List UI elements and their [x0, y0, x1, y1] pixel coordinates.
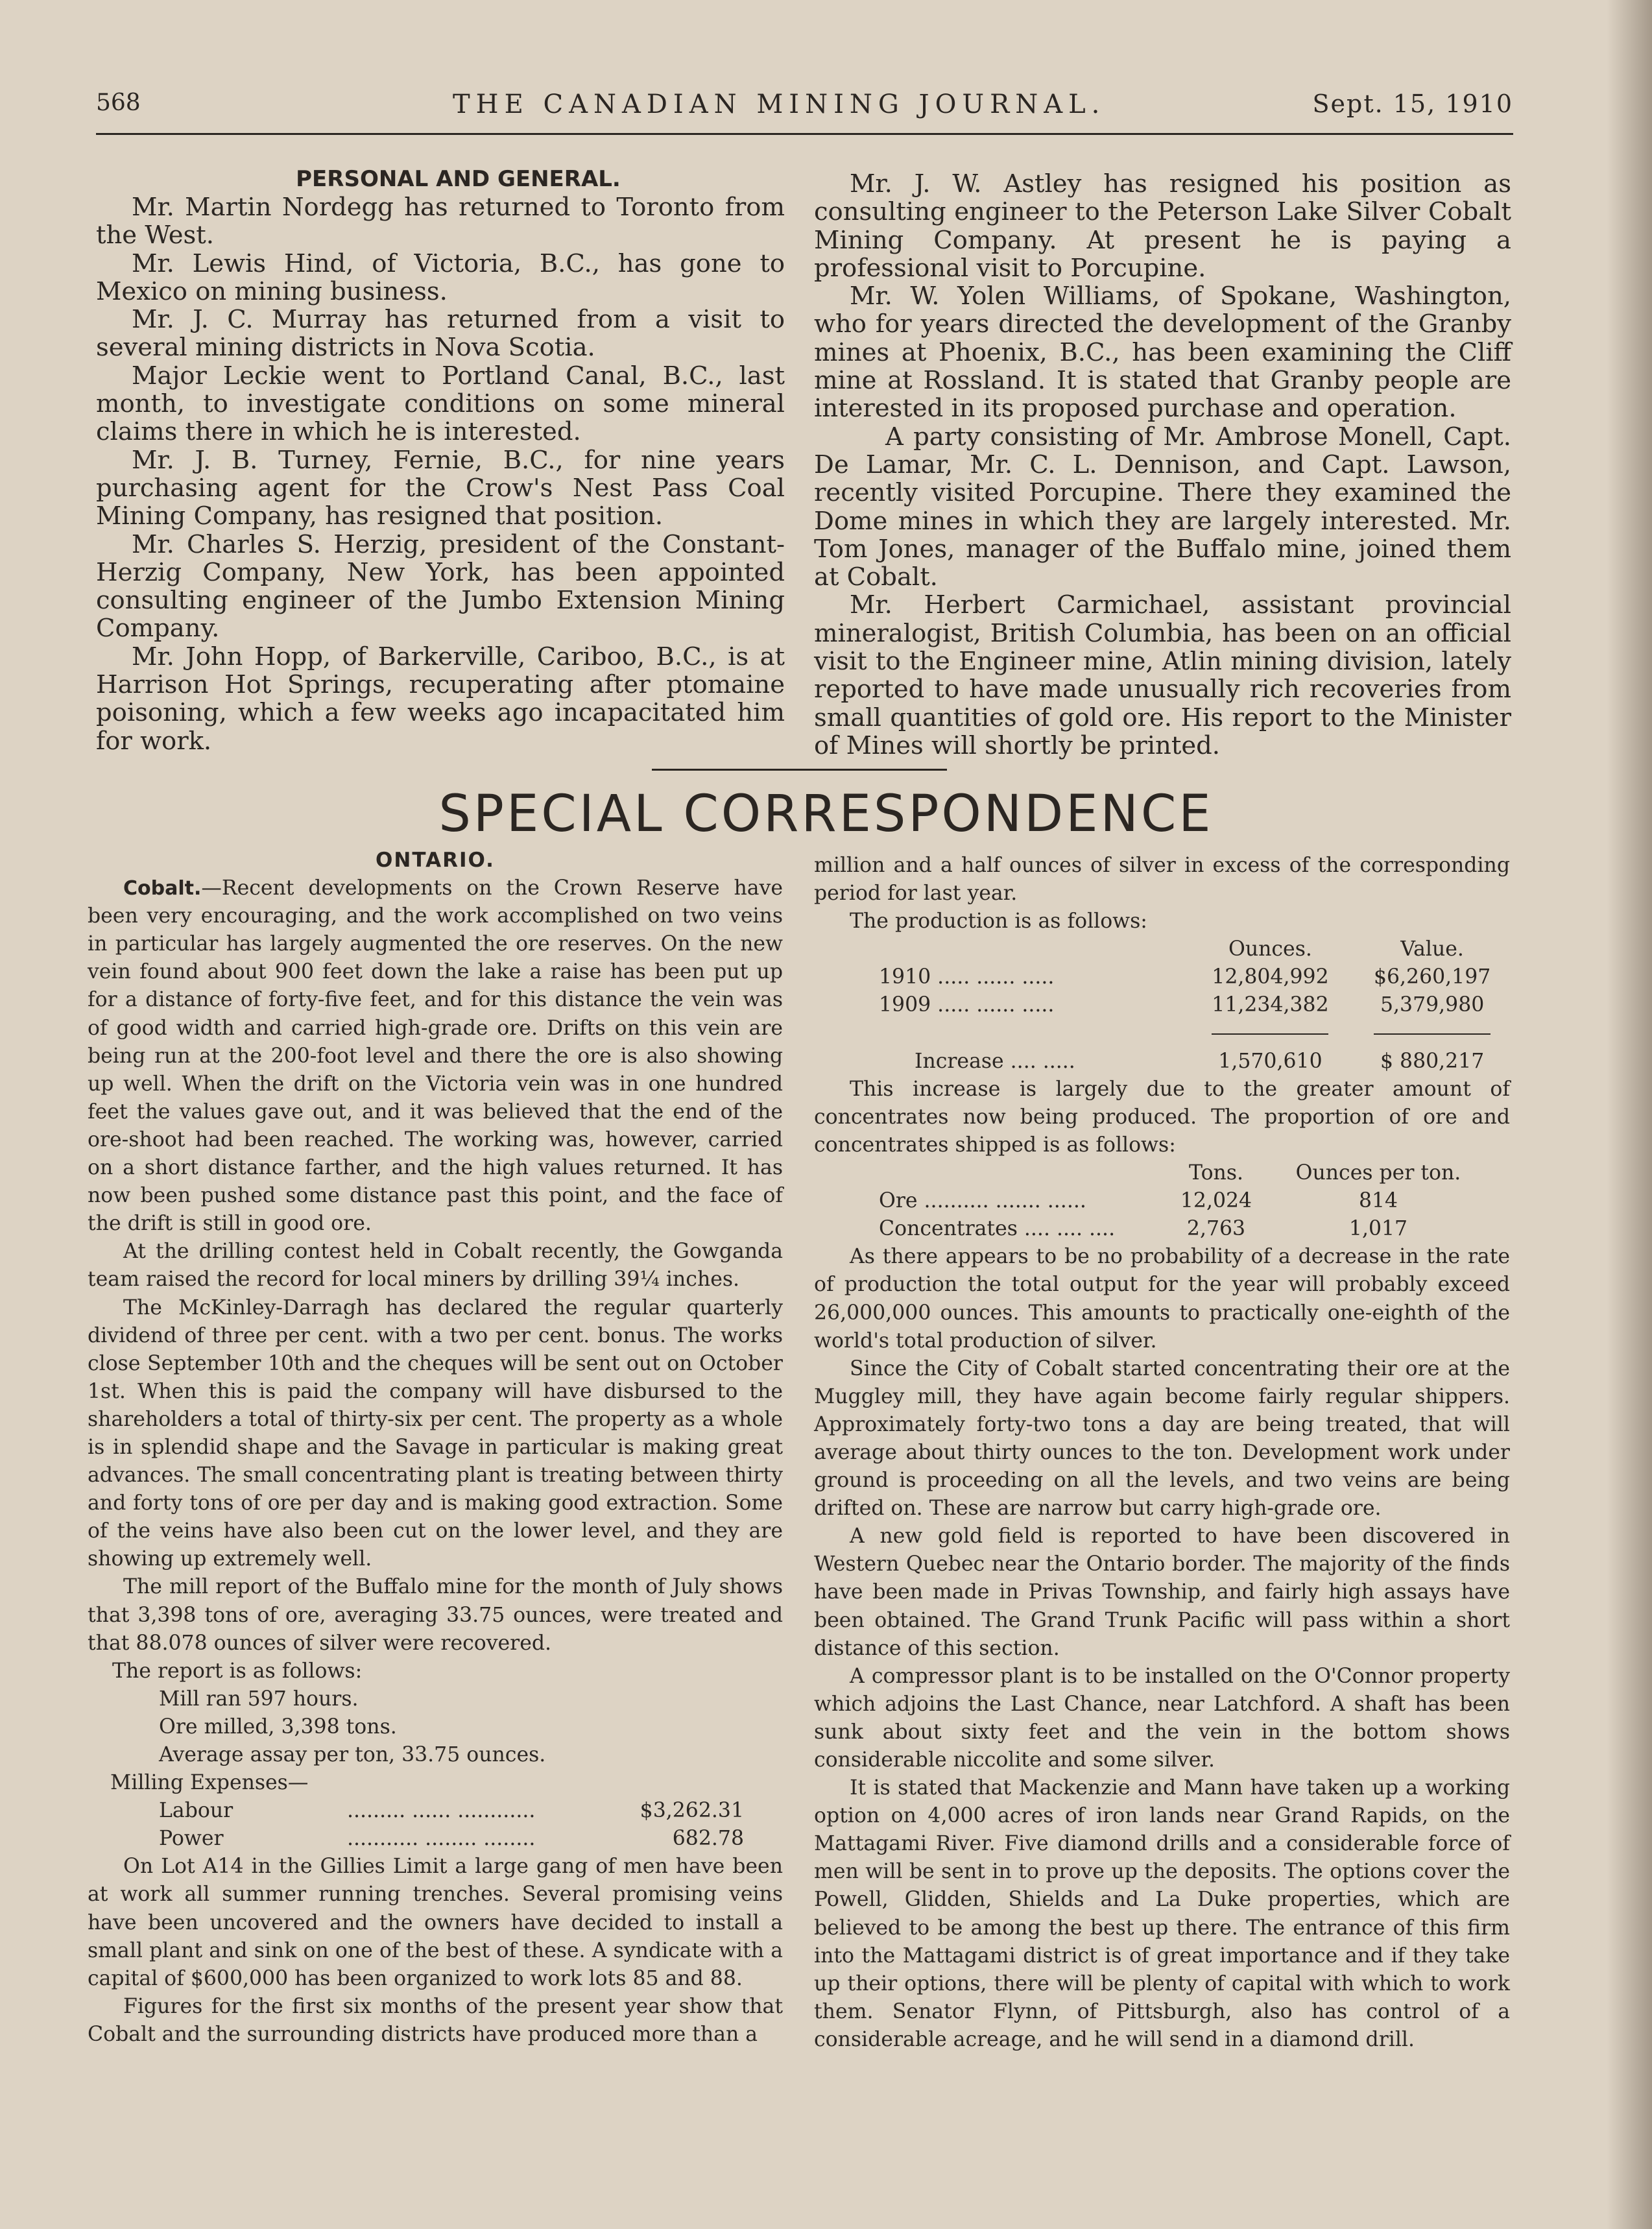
- article-paragraph: Since the City of Cobalt started concentrating their ore at the Muggley mill, they have again become fairly regular shippers. Approximately forty-two tons a day are being treated, that will average about thirty ounces to the ton. Development work under ground is proceeding on all the levels, and two veins are being drifted on. These are narrow but carry high-grade ore.: [814, 1356, 1510, 1521]
- header-rule: [96, 133, 1513, 135]
- table-header-row: Ounces. Value.: [1228, 937, 1464, 961]
- cobalt-runin-heading: Cobalt.: [123, 877, 202, 900]
- report-line: Average assay per ton, 33.75 ounces.: [159, 1743, 546, 1766]
- article-paragraph: A compressor plant is to be installed on the O'Connor property which adjoins the Last Chance, near Latchford. A shaft has been sunk about sixty feet and the vein in the bottom shows considerable niccolite and some silver.: [814, 1664, 1510, 1772]
- article-paragraph: Figures for the first six months of the present year show that Cobalt and the surrounding districts have produced more than a: [88, 1994, 783, 2046]
- journal-title: THE CANADIAN MINING JOURNAL.: [453, 90, 1106, 119]
- production-intro: The production is as follows:: [850, 910, 1147, 934]
- personal-heading: PERSONAL AND GENERAL.: [296, 166, 621, 192]
- article-paragraph: A new gold field is reported to have been discovered in Western Quebec near the Ontario border. The majority of the finds have been made in Privas Township, and fairly high assays have been obtained. The Grand Trunk Pacific will pass within a short distance of this section.: [814, 1524, 1510, 1660]
- personal-paragraph: Mr. J. W. Astley has resigned his position as consulting engineer to the Peterson Lake Silver Cobalt Mining Company. At present he is paying a professional visit to Porcupine.: [814, 169, 1511, 283]
- personal-left-column: [96, 165, 785, 755]
- personal-paragraph: Mr. J. C. Murray has returned from a visit to several mining districts in Nova Scotia.: [96, 305, 785, 363]
- article-paragraph: million and a half ounces of silver in excess of the corresponding period for last year.: [814, 854, 1510, 906]
- article-paragraph: At the drilling contest held in Cobalt recently, the Gowganda team raised the record for local miners by drilling 39¼ inches.: [88, 1240, 783, 1292]
- personal-paragraph: Mr. Martin Nordegg has returned to Toronto from the West.: [96, 193, 785, 250]
- report-intro: The report is as follows:: [112, 1659, 363, 1683]
- ore-table: [879, 1159, 1476, 1243]
- table-row: Ore .......... ....... ...... 12,024 814: [879, 1189, 1398, 1213]
- table-row: 1910 ..... ...... ..... 12,804,992 $6,260,197: [879, 965, 1491, 989]
- article-paragraph: On Lot A14 in the Gillies Limit a large gang of men have been at work all summer running trenches. Several promising veins have been uncovered and the owners have decided to install a small plant and sink on one of the best of these. A syndicate with a capital of $600,000 has been organized to work lots 85 and 88.: [88, 1855, 783, 1990]
- ontario-subheading: ONTARIO.: [376, 849, 495, 872]
- article-paragraph: As there appears to be no probability of a decrease in the rate of production the total output for the year will probably exceed 26,000,000 ounces. This amounts to practically one-eighth of the world's total production of silver.: [814, 1245, 1510, 1353]
- personal-paragraph: Mr. Lewis Hind, of Victoria, B.C., has gone to Mexico on mining business.: [96, 248, 785, 306]
- personal-paragraph: Mr. Charles S. Herzig, president of the Constant-Herzig Company, New York, has been appointed consulting engineer of the Jumbo Extension Mining Company.: [96, 529, 785, 644]
- article-paragraph: The McKinley-Darragh has declared the regular quarterly dividend of three per cent. with a two per cent. bonus. The works close September 10th and the cheques will be sent out on October 1st. When this is paid the company will have disbursed to the shareholders a total of thirty-six per cent. The property as a whole is in splendid shape and the Savage in particular is making great advances. The small concentrating plant is treating between thirty and forty tons of ore per day and is making good extraction. Some of the veins have also been cut on the lower level, and they are showing up extremely well.: [88, 1295, 783, 1571]
- issue-date: Sept. 15, 1910: [1312, 90, 1513, 118]
- running-header: [96, 90, 1513, 135]
- production-table: [879, 935, 1510, 1075]
- table-row: 1909 ..... ...... ..... 11,234,382 5,379,980: [879, 993, 1485, 1017]
- article-paragraph: It is stated that Mackenzie and Mann have taken up a working option on 4,000 acres of iron lands near Grand Rapids, on the Mattagami River. Five diamond drills and a considerable force of men will be sent in to prove up the deposits. The options cover the Powell, Glidden, Shields and La Duke properties, which are believed to be among the best up there. The entrance of this firm into the Mattagami district is of great importance and if they take up their options, there will be plenty of capital with which to work them. Senator Flynn, of Pittsburgh, also has control of a considerable acreage, and he will send in a diamond drill.: [814, 1776, 1510, 2051]
- personal-paragraph: Mr. Herbert Carmichael, assistant provincial mineralogist, British Columbia, has been on an official visit to the Engineer mine, Atlin mining division, lately reported to have made unusually rich recoveries from small quantities of gold ore. His report to the Minister of Mines will shortly be printed.: [814, 590, 1511, 760]
- personal-paragraph: Major Leckie went to Portland Canal, B.C., last month, to investigate conditions on some mineral claims there in which he is interested.: [96, 361, 785, 447]
- report-line: Ore milled, 3,398 tons.: [159, 1715, 397, 1739]
- report-line: Mill ran 597 hours.: [159, 1687, 359, 1711]
- table-total-row: Increase .... ..... 1,570,610 $ 880,217: [915, 1049, 1485, 1073]
- article-paragraph: This increase is largely due to the greater amount of concentrates now being produced. The proportion of ore and concentrates shipped is as follows:: [814, 1077, 1510, 1157]
- personal-paragraph: Mr. J. B. Turney, Fernie, B.C., for nine years purchasing agent for the Crow's Nest Pass Coal Mining Company, has resigned that position.: [96, 445, 785, 531]
- personal-paragraph: A party consisting of Mr. Ambrose Monell, Capt. De Lamar, Mr. C. L. Dennison, and Capt. Lawson, recently visited Porcupine. There they examined the Dome mines in which they are largely interested. Mr. Tom Jones, manager of the Buffalo mine, joined them at Cobalt.: [814, 422, 1511, 592]
- correspondence-left-column: [88, 847, 783, 2049]
- expense-row: Labour ......... ...... ............ $3,262.31: [159, 1799, 744, 1823]
- table-header-row: Tons. Ounces per ton.: [1189, 1161, 1461, 1185]
- personal-right-column: [814, 170, 1511, 760]
- page-number: 568: [96, 90, 141, 116]
- personal-paragraph: Mr. W. Yolen Williams, of Spokane, Washington, who for years directed the development of the Granby mines at Phoenix, B.C., has been examining the Cliff mine at Rossland. It is stated that Granby people are interested in its proposed purchase and operation.: [814, 282, 1511, 424]
- expense-row: Power ........... ........ ........ 682.78: [159, 1827, 744, 1851]
- milling-expenses-label: Milling Expenses—: [110, 1771, 309, 1795]
- section-divider: [652, 769, 947, 771]
- special-correspondence-heading: SPECIAL CORRESPONDENCE: [438, 785, 1214, 843]
- sum-rule: [1374, 1033, 1490, 1035]
- article-paragraph: Cobalt.—Recent developments on the Crown Reserve have been very encouraging, and the work accomplished on two veins in particular has largely augmented the ore reserves. On the new vein found about 900 feet down the lake a raise has been put up for a distance of forty-five feet, and for this distance the vein was of good width and carried high-grade ore. Drifts on this vein are being run at the 200-foot level and there the ore is also showing up well. When the drift on the Victoria vein was in one hundred feet the values gave out, and it was believed that the end of the ore-shoot had been reached. The working was, however, carried on a short distance farther, and the high values returned. It has now been pushed some distance past this point, and the face of the drift is still in good ore.: [88, 876, 783, 1236]
- sum-rule: [1212, 1033, 1328, 1035]
- page-edge-shadow: [1607, 0, 1652, 2229]
- article-paragraph: The mill report of the Buffalo mine for the month of July shows that 3,398 tons of ore, averaging 33.75 ounces, were treated and that 88.078 ounces of silver were recovered.: [88, 1575, 783, 1655]
- sum-rule-row: [879, 1020, 1510, 1048]
- table-row: Concentrates .... .... .... 2,763 1,017: [879, 1217, 1408, 1241]
- correspondence-right-column: [814, 852, 1510, 2054]
- personal-paragraph: Mr. John Hopp, of Barkerville, Cariboo, B.C., is at Harrison Hot Springs, recuperating after ptomaine poisoning, which a few weeks ago incapacitated him for work.: [96, 642, 785, 756]
